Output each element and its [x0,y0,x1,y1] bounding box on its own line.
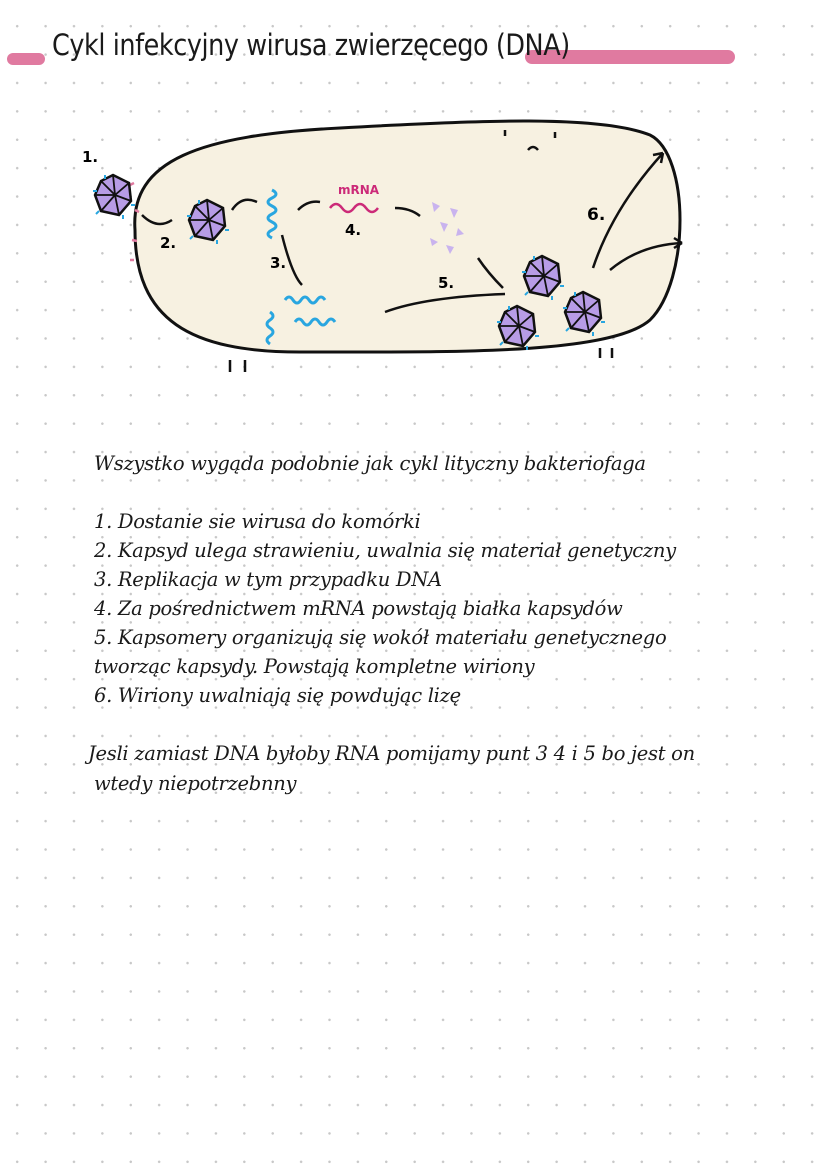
step3-label: 3. [270,254,287,272]
mrna-label: mRNA [338,183,380,197]
step-item: 4. Za pośrednictwem mRNA powstają białka kapsydów [94,597,623,620]
step-item: tworząc kapsydy. Powstają kompletne wiriony [94,655,535,678]
virus-icon [93,175,135,219]
step-item: 6. Wiriony uwalniają się powdując lizę [94,684,461,707]
step-item: 5. Kapsomery organizują się wokół materiału genetycznego [94,626,667,649]
page-title: Cykl infekcyjny wirusa zwierzęcego (DNA) [52,28,570,62]
intro-text: Wszystko wygąda podobnie jak cykl lityczny bakteriofaga [94,452,646,475]
step-item: 1. Dostanie sie wirusa do komórki [94,510,421,533]
note-line: Jesli zamiast DNA byłoby RNA pomijamy punt 3 4 i 5 bo jest on [88,742,695,765]
title-highlight-left [7,53,45,65]
step2-label: 2. [160,234,177,252]
step5-label: 5. [438,274,455,292]
step-item: 3. Replikacja w tym przypadku DNA [94,568,442,591]
step-item: 2. Kapsyd ulega strawieniu, uwalnia się materiał genetyczny [94,539,676,562]
step6-label: 6. [587,205,606,225]
note-line: wtedy niepotrzebnny [94,772,297,795]
step1-label: 1. [82,148,99,166]
virus-cycle-diagram [0,90,828,380]
step4-label: 4. [345,221,362,239]
